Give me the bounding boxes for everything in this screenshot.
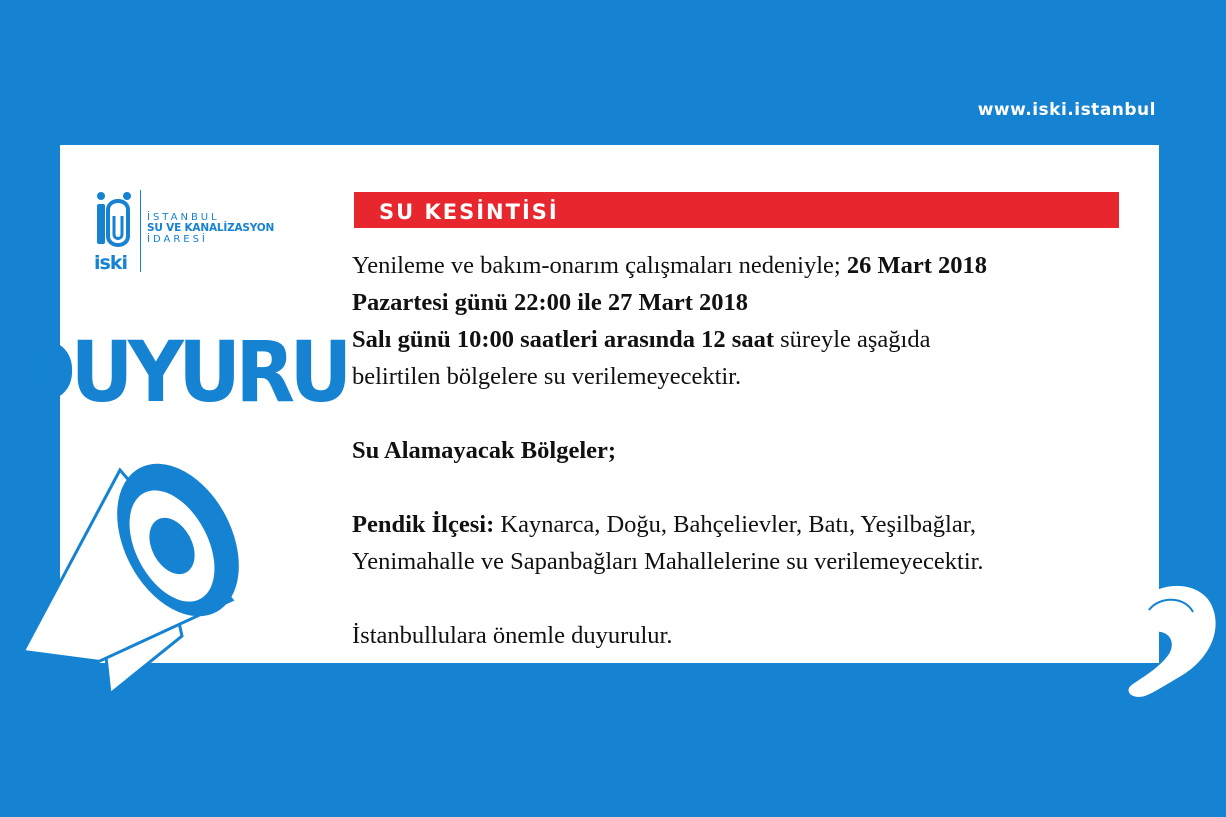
notice-line-2 <box>352 284 1152 321</box>
regions-heading <box>352 432 1152 469</box>
logo-line-1: İSTANBUL <box>147 212 220 223</box>
notice-line-4: belirtilen bölgelere su verilemeyecektir. <box>352 363 742 390</box>
notice-body <box>352 247 1152 654</box>
megaphone-icon <box>0 450 260 700</box>
text-segment: süreyle aşağıda <box>774 326 931 353</box>
logo-divider <box>140 190 141 272</box>
district-label: Pendik İlçesi: <box>352 511 495 538</box>
closing-line: İstanbullulara önemle duyurulur. <box>352 622 673 649</box>
logo-line-2: SU VE KANALİZASYON <box>147 222 275 234</box>
logo-line-3: İDARESİ <box>147 234 208 245</box>
regions-heading-text: Su Alamayacak Bölgeler; <box>352 437 617 464</box>
duyuru-heading: DUYURU <box>12 323 347 421</box>
district-line-2: Yenimahalle ve Sapanbağları Mahallelerine su verilemeyecektir. <box>352 548 984 575</box>
iski-emblem-icon <box>94 190 134 252</box>
district-line-1 <box>352 506 1152 543</box>
text-segment: Yenileme ve bakım-onarım çalışmaları nedeniyle; <box>352 252 847 279</box>
website-url: www.iski.istanbul <box>977 100 1156 120</box>
logo-wordmark: iski <box>94 252 127 274</box>
notice-line-1 <box>352 247 1152 284</box>
iski-logo <box>94 190 274 276</box>
banner-title: SU KESİNTİSİ <box>379 200 559 224</box>
iski-logo-mark <box>94 190 134 276</box>
district-text: Kaynarca, Doğu, Bahçelievler, Batı, Yeşilbağlar, <box>494 511 977 538</box>
date-range: Pazartesi günü 22:00 ile 27 Mart 2018 <box>352 289 749 316</box>
date-start: 26 Mart 2018 <box>846 252 988 279</box>
notice-line-3 <box>352 321 1152 358</box>
logo-text <box>147 190 274 245</box>
duration: Salı günü 10:00 saatleri arasında 12 saat <box>352 326 774 353</box>
title-banner <box>354 192 1119 228</box>
